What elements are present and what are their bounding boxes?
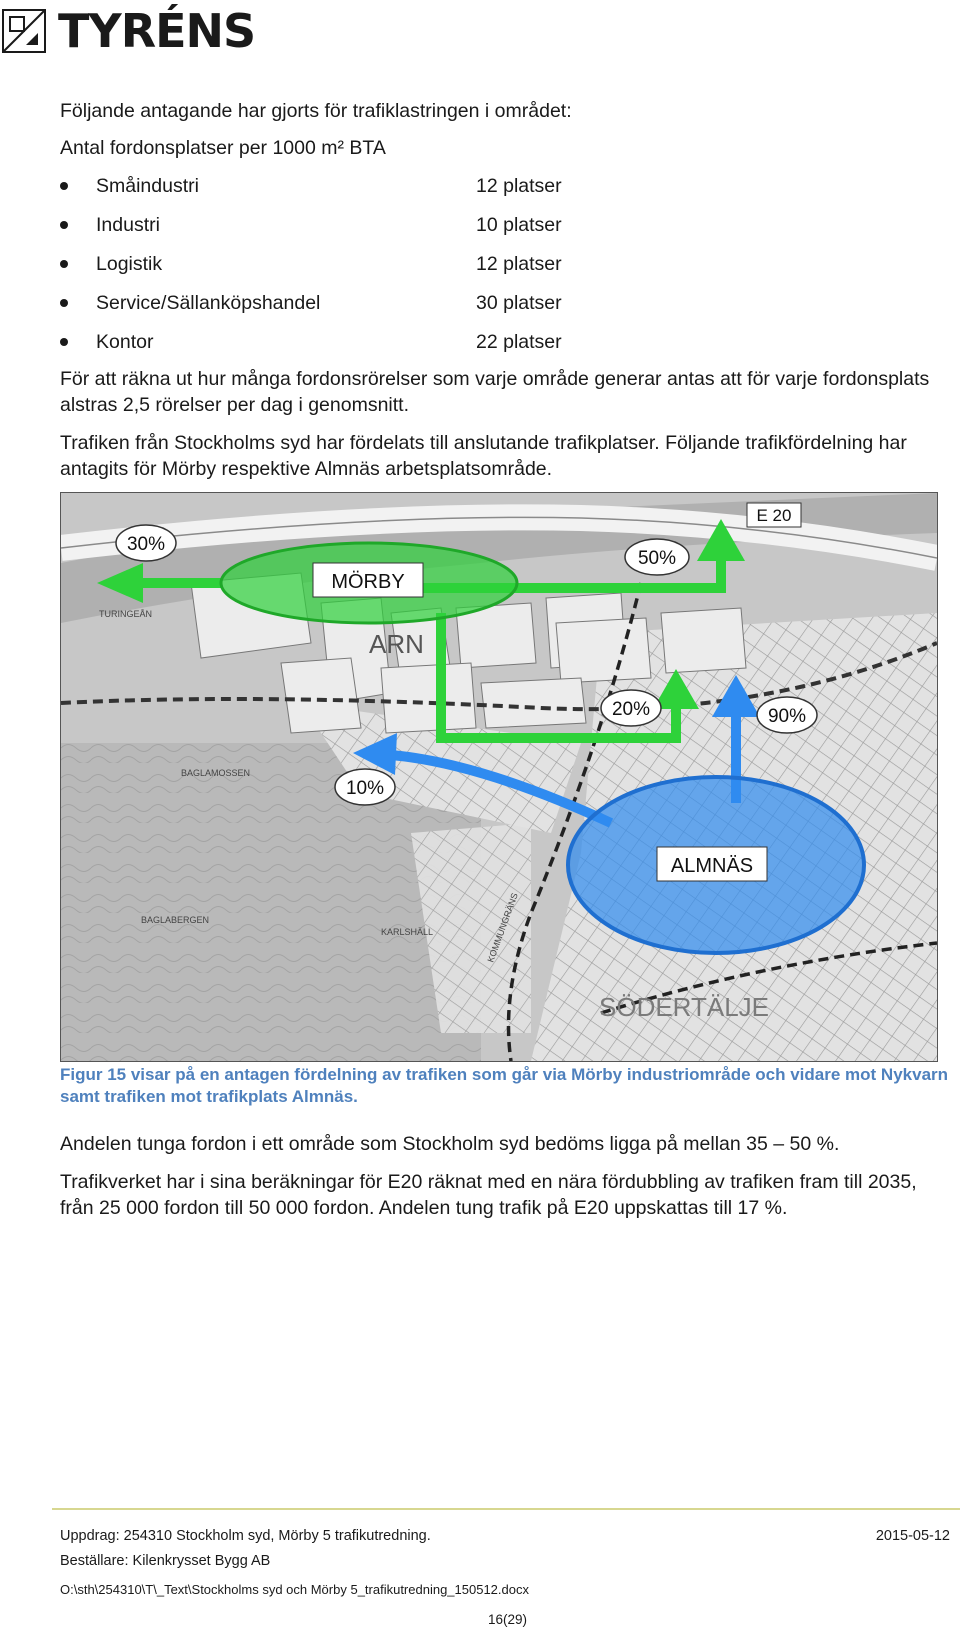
morby-label: MÖRBY [331,571,405,593]
traffic-distribution-map [60,492,938,1062]
footer-divider [52,1508,960,1510]
paragraph-distribution [60,430,950,482]
figure-caption: Figur 15 visar på en antagen fördelning av trafiken som går via Mörby industriområde och vidare mot Nykvarn samt trafiken mot trafikplats Almnäs. [60,1065,949,1106]
category-name: Kontor [96,331,154,353]
paragraph-text: Trafikverket har i sina beräkningar för E20 räknat med en nära fördubbling av trafiken fram till 2035, från 25 000 fordon till 50 000 fordon. Andelen tung trafik på E20 uppskattas till 17 %. [60,1171,917,1219]
pct-20-label: 20% [611,699,651,720]
footer-file-path: O:\sth\254310\T\_Text\Stockholms syd och Mörby 5_trafikutredning_150512.docx [60,1582,529,1597]
map-label-karlshall: KARLSHÄLL [381,927,434,937]
map-label-sodertalje: SÖDERTÄLJE [599,992,770,1022]
page-number: 16(29) [488,1612,528,1627]
bullet-icon [60,338,68,346]
paragraph-text: Trafiken från Stockholms syd har fördelats till anslutande trafikplatser. Följande trafikfördelning har antagits för Mörby respektive Almnäs arbetsplatsområde. [60,432,907,480]
tyrens-logo [2,6,255,56]
logo-text: TYRÉNS [58,4,256,58]
paragraph-e20-forecast [60,1169,950,1221]
pct-50-label: 50% [637,548,677,569]
category-name: Industri [96,214,160,236]
map-label-turingean: TURINGEÅN [99,609,153,619]
footer-client: Beställare: Kilenkrysset Bygg AB [60,1553,271,1569]
e20-label: E 20 [756,506,792,525]
pct-10-label: 10% [345,778,385,799]
pct-90-label: 90% [767,706,807,727]
category-value: 12 platser [476,253,562,275]
map-svg [61,493,937,1061]
category-value: 30 platser [476,292,562,314]
footer-date: 2015-05-12 [875,1528,950,1544]
category-name: Service/Sällanköpshandel [96,292,321,314]
bullet-icon [60,260,68,268]
paragraph-text: Andelen tunga fordon i ett område som Stockholm syd bedöms ligga på mellan 35 – 50 %. [60,1133,840,1155]
category-value: 12 platser [476,175,562,197]
category-value: 10 platser [476,214,562,236]
map-label-baglamossen: BAGLAMOSSEN [181,768,251,778]
intro-line-1: Följande antagande har gjorts för trafiklastringen i området: [60,100,572,122]
intro-line-2: Antal fordonsplatser per 1000 m² BTA [60,137,386,159]
paragraph-text: För att räkna ut hur många fordonsrörelser som varje område generar antas att för varje fordonsplats alstras 2,5 rörelser per dag i genomsnitt. [60,368,930,416]
paragraph-movements [60,366,950,418]
map-label-kommungrans: KOMMUNGRÄNS [485,891,520,964]
paragraph-heavy-vehicles [60,1131,950,1157]
category-name: Småindustri [96,175,199,197]
bullet-icon [60,299,68,307]
category-name: Logistik [96,253,163,275]
map-label-baglabergen: BAGLABERGEN [141,915,210,925]
footer-assignment: Uppdrag: 254310 Stockholm syd, Mörby 5 trafikutredning. [60,1528,431,1544]
bullet-icon [60,182,68,190]
pct-30-label: 30% [126,534,166,555]
almnas-label: ALMNÄS [670,855,754,877]
intro [60,98,950,172]
map-label-arn: ARN [369,629,424,659]
bullet-icon [60,221,68,229]
logo-mark-icon [2,9,46,53]
category-value: 22 platser [476,331,562,353]
